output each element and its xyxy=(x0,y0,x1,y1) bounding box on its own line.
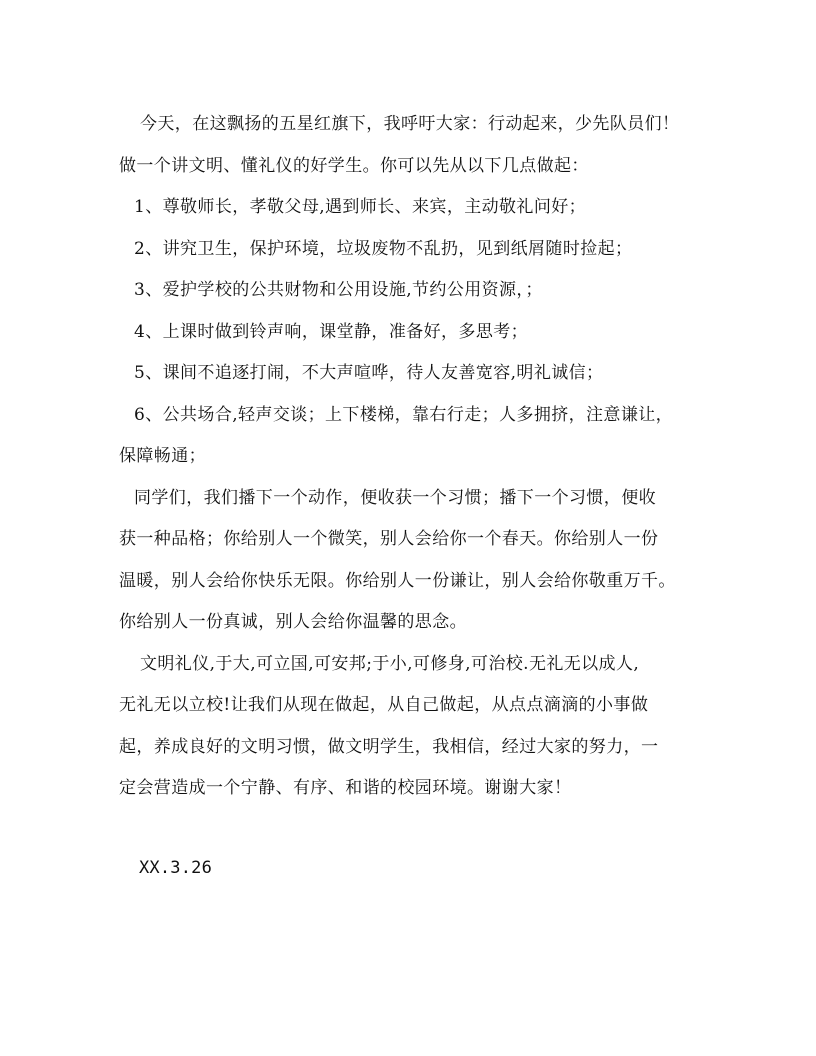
list-item: 1、尊敬师长，孝敬父母,遇到师长、来宾，主动敬礼问好； xyxy=(134,197,587,217)
speech-body xyxy=(119,104,679,810)
paragraph-line: 无礼无以立校!让我们从现在做起，从自己做起，从点点滴滴的小事做 xyxy=(119,695,649,715)
list-item: 4、上课时做到铃声响，课堂静，准备好，多思考； xyxy=(134,321,529,342)
list-item: 3、爱护学校的公共财物和公用设施,节约公用资源，； xyxy=(134,280,543,300)
list-item-continuation: 保障畅通； xyxy=(119,446,206,466)
document-date: XX.3.26 xyxy=(139,858,213,878)
list-item: 6、公共场合,轻声交谈；上下楼梯，靠右行走；人多拥挤，注意谦让， xyxy=(134,404,674,425)
paragraph-line: 文明礼仪,于大,可立国,可安邦;于小,可修身,可治校.无礼无以成人, xyxy=(140,653,640,674)
list-item: 5、课间不追逐打闹，不大声喧哗，待人友善宽容,明礼诚信； xyxy=(134,363,604,383)
paragraph-line: 定会营造成一个宁静、有序、和谐的校园环境。谢谢大家！ xyxy=(119,778,572,798)
paragraph-line: 做一个讲文明、懂礼仪的好学生。你可以先从以下几点做起： xyxy=(119,155,589,176)
paragraph-line: 获一种品格；你给别人一个微笑，别人会给你一个春天。你给别人一份 xyxy=(119,529,659,549)
list-item: 2、讲究卫生，保护环境，垃圾废物不乱扔，见到纸屑随时捡起； xyxy=(134,238,633,259)
paragraph-line: 今天，在这飘扬的五星红旗下，我呼吁大家：行动起来，少先队员们！ xyxy=(140,114,680,134)
paragraph-line: 你给别人一份真诚，别人会给你温馨的思念。 xyxy=(119,612,467,632)
paragraph-line: 温暖，别人会给你快乐无限。你给别人一份谦让，别人会给你敬重万千。 xyxy=(119,570,676,591)
paragraph-line: 同学们，我们播下一个动作，便收获一个习惯；播下一个习惯，便收 xyxy=(134,487,656,508)
paragraph-line: 起，养成良好的文明习惯，做文明学生，我相信，经过大家的努力，一 xyxy=(119,736,659,757)
